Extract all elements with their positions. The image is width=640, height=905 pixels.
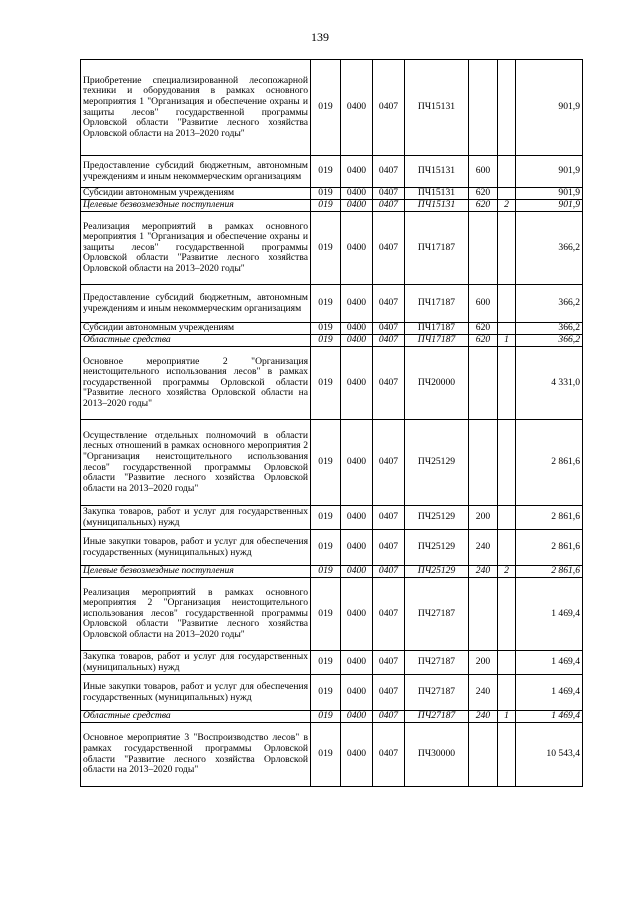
target-article-code: ПЧ27187	[405, 711, 469, 723]
section-code: 0400	[341, 578, 373, 651]
row-description: Приобретение специализированной лесопожарной техники и оборудования в рамках основного мероприятия 1 "Организация и обеспечение охраны и защиты лесов" государственной программы Орловской области "Развитие лесного хозяйства Орловской области на 2013–2020 годы"	[81, 60, 311, 156]
ministry-code: 019	[311, 723, 341, 787]
budget-table-body	[81, 60, 583, 787]
table-row	[81, 285, 583, 323]
expense-type-code	[469, 420, 498, 506]
table-row	[81, 711, 583, 723]
row-description: Закупка товаров, работ и услуг для государственных (муниципальных) нужд	[81, 506, 311, 530]
row-description: Областные средства	[81, 335, 311, 347]
funding-source-code	[498, 347, 516, 420]
row-description: Целевые безвозмездные поступления	[81, 200, 311, 212]
row-description: Субсидии автономным учреждениям	[81, 188, 311, 200]
subsection-code: 0407	[373, 578, 405, 651]
target-article-code: ПЧ15131	[405, 200, 469, 212]
amount: 1 469,4	[516, 711, 583, 723]
amount: 2 861,6	[516, 506, 583, 530]
section-code: 0400	[341, 212, 373, 285]
expense-type-code: 620	[469, 335, 498, 347]
target-article-code: ПЧ25129	[405, 530, 469, 566]
amount: 4 331,0	[516, 347, 583, 420]
ministry-code: 019	[311, 200, 341, 212]
subsection-code: 0407	[373, 323, 405, 335]
row-description: Иные закупки товаров, работ и услуг для обеспечения государственных (муниципальных) нужд	[81, 530, 311, 566]
expense-type-code: 240	[469, 566, 498, 578]
target-article-code: ПЧ25129	[405, 420, 469, 506]
table-row	[81, 675, 583, 711]
target-article-code: ПЧ17187	[405, 285, 469, 323]
funding-source-code	[498, 60, 516, 156]
subsection-code: 0407	[373, 530, 405, 566]
amount: 1 469,4	[516, 651, 583, 675]
amount: 366,2	[516, 323, 583, 335]
target-article-code: ПЧ15131	[405, 188, 469, 200]
ministry-code: 019	[311, 188, 341, 200]
amount: 901,9	[516, 200, 583, 212]
ministry-code: 019	[311, 506, 341, 530]
expense-type-code: 600	[469, 156, 498, 188]
funding-source-code	[498, 323, 516, 335]
ministry-code: 019	[311, 566, 341, 578]
section-code: 0400	[341, 651, 373, 675]
row-description: Иные закупки товаров, работ и услуг для обеспечения государственных (муниципальных) нужд	[81, 675, 311, 711]
amount: 901,9	[516, 156, 583, 188]
section-code: 0400	[341, 711, 373, 723]
subsection-code: 0407	[373, 651, 405, 675]
section-code: 0400	[341, 723, 373, 787]
subsection-code: 0407	[373, 675, 405, 711]
table-row	[81, 323, 583, 335]
table-row	[81, 530, 583, 566]
funding-source-code: 2	[498, 200, 516, 212]
target-article-code: ПЧ25129	[405, 566, 469, 578]
table-row	[81, 506, 583, 530]
table-row	[81, 651, 583, 675]
target-article-code: ПЧ15131	[405, 156, 469, 188]
ministry-code: 019	[311, 335, 341, 347]
row-description: Основное мероприятие 3 "Воспроизводство лесов" в рамках государственной программы Орловской области "Развитие лесного хозяйства Орловской области на 2013–2020 годы"	[81, 723, 311, 787]
ministry-code: 019	[311, 156, 341, 188]
table-row	[81, 200, 583, 212]
section-code: 0400	[341, 335, 373, 347]
section-code: 0400	[341, 323, 373, 335]
section-code: 0400	[341, 347, 373, 420]
section-code: 0400	[341, 675, 373, 711]
page-number: 139	[311, 30, 329, 44]
ministry-code: 019	[311, 675, 341, 711]
target-article-code: ПЧ17187	[405, 323, 469, 335]
ministry-code: 019	[311, 347, 341, 420]
ministry-code: 019	[311, 711, 341, 723]
table-row	[81, 578, 583, 651]
table-row	[81, 188, 583, 200]
section-code: 0400	[341, 506, 373, 530]
amount: 366,2	[516, 212, 583, 285]
row-description: Реализация мероприятий в рамках основного мероприятия 2 "Организация неистощительного использования лесов" государственной программы Орловской области "Развитие лесного хозяйства Орловской области на 2013–2020 годы"	[81, 578, 311, 651]
subsection-code: 0407	[373, 506, 405, 530]
target-article-code: ПЧ27187	[405, 651, 469, 675]
target-article-code: ПЧ15131	[405, 60, 469, 156]
funding-source-code: 1	[498, 335, 516, 347]
amount: 1 469,4	[516, 578, 583, 651]
expense-type-code	[469, 347, 498, 420]
subsection-code: 0407	[373, 285, 405, 323]
expense-type-code	[469, 212, 498, 285]
expense-type-code	[469, 578, 498, 651]
expense-type-code: 240	[469, 675, 498, 711]
row-description: Субсидии автономным учреждениям	[81, 323, 311, 335]
funding-source-code	[498, 530, 516, 566]
amount: 901,9	[516, 188, 583, 200]
funding-source-code	[498, 651, 516, 675]
expense-type-code	[469, 60, 498, 156]
funding-source-code	[498, 723, 516, 787]
ministry-code: 019	[311, 578, 341, 651]
funding-source-code	[498, 506, 516, 530]
ministry-code: 019	[311, 212, 341, 285]
target-article-code: ПЧ17187	[405, 335, 469, 347]
amount: 366,2	[516, 285, 583, 323]
row-description: Основное мероприятие 2 "Организация неистощительного использования лесов" в рамках государственной программы Орловской области "Развитие лесного хозяйства Орловской области на 2013–2020 годы"	[81, 347, 311, 420]
ministry-code: 019	[311, 285, 341, 323]
table-row	[81, 60, 583, 156]
section-code: 0400	[341, 60, 373, 156]
subsection-code: 0407	[373, 723, 405, 787]
section-code: 0400	[341, 156, 373, 188]
row-description: Осуществление отдельных полномочий в области лесных отношений в рамках основного мероприятия 2 "Организация неистощительного использования лесов" государственной программы Орловской области "Развитие лесного хозяйства Орловской области на 2013–2020 годы"	[81, 420, 311, 506]
amount: 901,9	[516, 60, 583, 156]
amount: 1 469,4	[516, 675, 583, 711]
ministry-code: 019	[311, 323, 341, 335]
section-code: 0400	[341, 530, 373, 566]
amount: 10 543,4	[516, 723, 583, 787]
row-description: Предоставление субсидий бюджетным, автономным учреждениям и иным некоммерческим организациям	[81, 285, 311, 323]
subsection-code: 0407	[373, 347, 405, 420]
target-article-code: ПЧ27187	[405, 578, 469, 651]
ministry-code: 019	[311, 420, 341, 506]
funding-source-code	[498, 188, 516, 200]
ministry-code: 019	[311, 530, 341, 566]
expense-type-code: 600	[469, 285, 498, 323]
row-description: Реализация мероприятий в рамках основного мероприятия 1 "Организация и обеспечение охраны и защиты лесов" государственной программы Орловской области "Развитие лесного хозяйства Орловской области на 2013–2020 годы"	[81, 212, 311, 285]
table-row	[81, 156, 583, 188]
expense-type-code: 200	[469, 506, 498, 530]
table-row	[81, 420, 583, 506]
section-code: 0400	[341, 188, 373, 200]
target-article-code: ПЧ25129	[405, 506, 469, 530]
subsection-code: 0407	[373, 60, 405, 156]
row-description: Целевые безвозмездные поступления	[81, 566, 311, 578]
expense-type-code: 240	[469, 711, 498, 723]
ministry-code: 019	[311, 651, 341, 675]
expense-type-code: 620	[469, 323, 498, 335]
expense-type-code: 620	[469, 200, 498, 212]
budget-table	[80, 59, 583, 787]
table-row	[81, 566, 583, 578]
table-row	[81, 335, 583, 347]
funding-source-code: 1	[498, 711, 516, 723]
section-code: 0400	[341, 566, 373, 578]
funding-source-code	[498, 578, 516, 651]
amount: 2 861,6	[516, 420, 583, 506]
subsection-code: 0407	[373, 420, 405, 506]
funding-source-code	[498, 212, 516, 285]
section-code: 0400	[341, 200, 373, 212]
subsection-code: 0407	[373, 188, 405, 200]
row-description: Областные средства	[81, 711, 311, 723]
target-article-code: ПЧ30000	[405, 723, 469, 787]
target-article-code: ПЧ27187	[405, 675, 469, 711]
funding-source-code: 2	[498, 566, 516, 578]
amount: 2 861,6	[516, 566, 583, 578]
section-code: 0400	[341, 420, 373, 506]
table-row	[81, 212, 583, 285]
funding-source-code	[498, 675, 516, 711]
amount: 2 861,6	[516, 530, 583, 566]
expense-type-code: 620	[469, 188, 498, 200]
ministry-code: 019	[311, 60, 341, 156]
funding-source-code	[498, 156, 516, 188]
subsection-code: 0407	[373, 200, 405, 212]
expense-type-code: 240	[469, 530, 498, 566]
row-description: Предоставление субсидий бюджетным, автономным учреждениям и иным некоммерческим организациям	[81, 156, 311, 188]
table-row	[81, 723, 583, 787]
table-row	[81, 347, 583, 420]
amount: 366,2	[516, 335, 583, 347]
subsection-code: 0407	[373, 711, 405, 723]
subsection-code: 0407	[373, 335, 405, 347]
section-code: 0400	[341, 285, 373, 323]
row-description: Закупка товаров, работ и услуг для государственных (муниципальных) нужд	[81, 651, 311, 675]
funding-source-code	[498, 420, 516, 506]
subsection-code: 0407	[373, 212, 405, 285]
subsection-code: 0407	[373, 156, 405, 188]
expense-type-code	[469, 723, 498, 787]
target-article-code: ПЧ17187	[405, 212, 469, 285]
expense-type-code: 200	[469, 651, 498, 675]
target-article-code: ПЧ20000	[405, 347, 469, 420]
subsection-code: 0407	[373, 566, 405, 578]
funding-source-code	[498, 285, 516, 323]
